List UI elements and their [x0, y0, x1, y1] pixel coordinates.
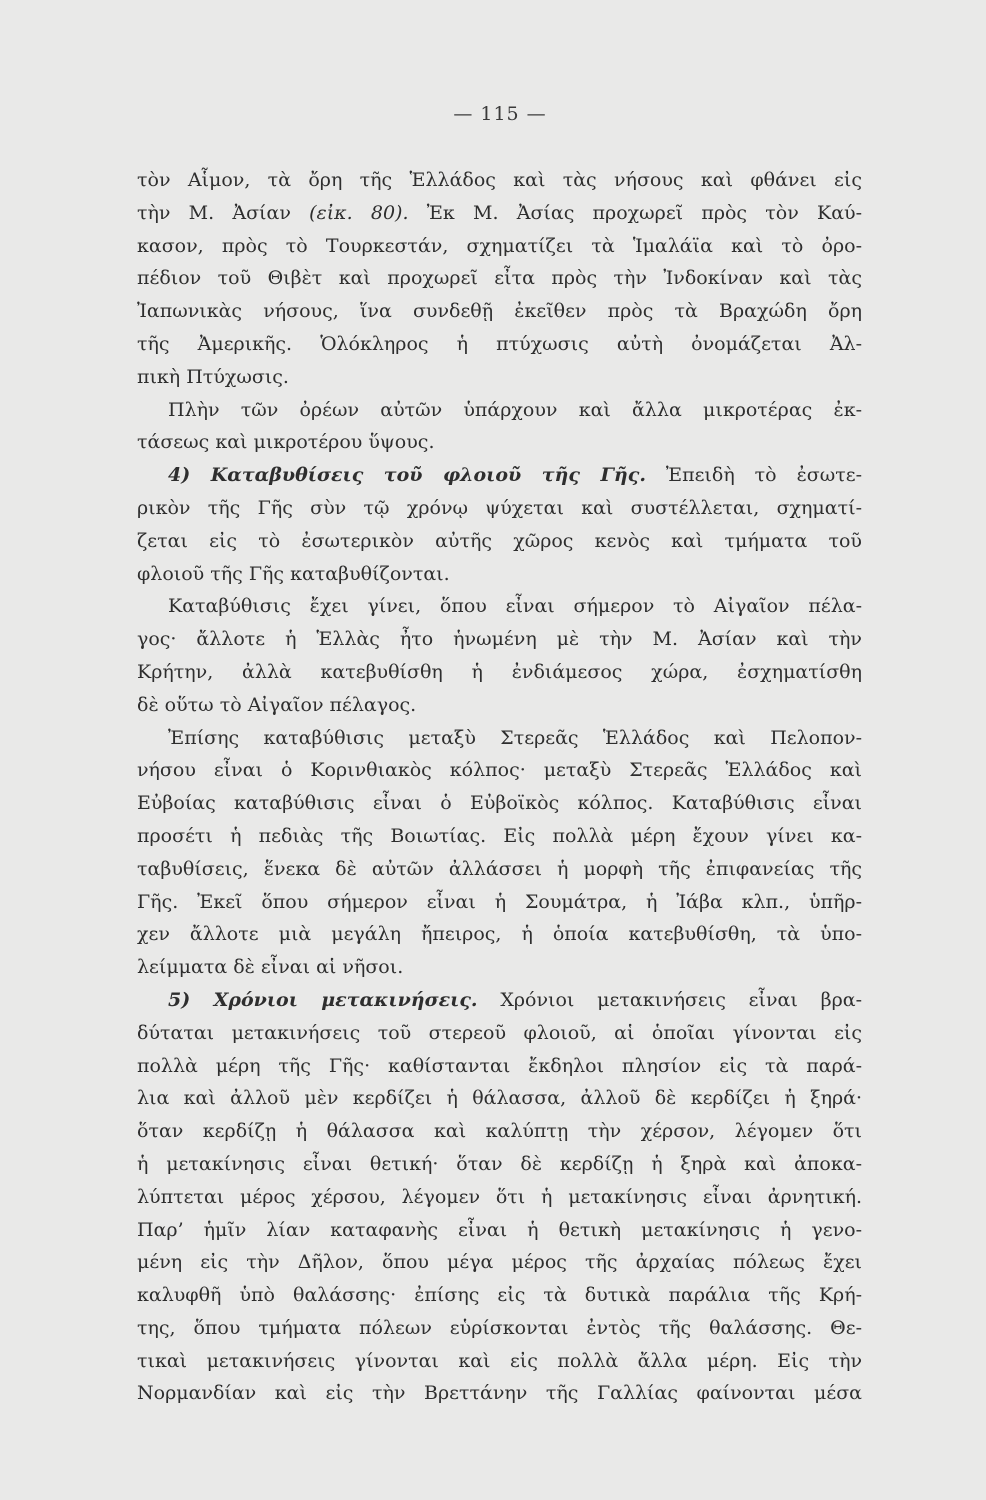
- text-line: Πλὴν τῶν ὀρέων αὐτῶν ὑπάρχουν καὶ ἄλλα μικροτέρας ἐκ-: [168, 398, 862, 421]
- text-line: [137, 197, 862, 230]
- text-line: χεν ἄλλοτε μιὰ μεγάλη ἤπειρος, ἡ ὁποία κατεβυθίσθη, τὰ ὑπο-: [137, 923, 862, 946]
- text-line: καλυφθῆ ὑπὸ θαλάσσης· ἐπίσης εἰς τὰ δυτικὰ παράλια τῆς Κρή-: [137, 1284, 862, 1307]
- text-line: δὲ οὕτω τὸ Αἰγαῖον πέλαγος.: [137, 693, 417, 716]
- text-line: της, ὅπου τμήματα πόλεων εὑρίσκονται ἐντὸς τῆς θαλάσσης. Θε-: [137, 1316, 862, 1339]
- text-line: νήσου εἶναι ὁ Κορινθιακὸς κόλπος· μεταξὺ Στερεᾶς Ἑλλάδος καὶ: [137, 759, 862, 782]
- text-line: φλοιοῦ τῆς Γῆς καταβυθίζονται.: [137, 562, 450, 585]
- text-line: λύπτεται μέρος χέρσου, λέγομεν ὅτι ἡ μετακίνησις εἶναι ἀρνητική.: [137, 1185, 862, 1208]
- body-text: [137, 164, 862, 1410]
- text-line: ταβυθίσεις, ἕνεκα δὲ αὐτῶν ἀλλάσσει ἡ μορφὴ τῆς ἐπιφανείας τῆς: [137, 857, 862, 880]
- text-segment: Ἐπειδὴ τὸ ἐσωτε-: [645, 464, 863, 487]
- page-number: — 115 —: [453, 103, 547, 125]
- text-line: τάσεως καὶ μικροτέρου ὕψους.: [137, 431, 435, 454]
- text-segment: Χρόνιοι μετακινήσεις εἶναι βρα-: [477, 988, 863, 1011]
- text-line: Νορμανδίαν καὶ εἰς τὴν Βρεττάνην τῆς Γαλλίας φαίνονται μέσα: [137, 1382, 862, 1405]
- text-line: [137, 459, 862, 492]
- text-line: ρικὸν τῆς Γῆς σὺν τῷ χρόνῳ ψύχεται καὶ συστέλλεται, σχηματί-: [137, 496, 862, 519]
- text-segment: Ἐκ Μ. Ἀσίας προχωρεῖ πρὸς τὸν Καύ-: [408, 201, 862, 224]
- text-line: τὸν Αἷμον, τὰ ὄρη τῆς Ἑλλάδος καὶ τὰς νήσους καὶ φθάνει εἰς: [137, 169, 862, 191]
- text-line: Καταβύθισις ἔχει γίνει, ὅπου εἶναι σήμερον τὸ Αἰγαῖον πέλα-: [168, 595, 862, 618]
- text-line: ὅταν κερδίζῃ ἡ θάλασσα καὶ καλύπτῃ τὴν χέρσον, λέγομεν ὅτι: [137, 1120, 862, 1143]
- section-heading: 5) Χρόνιοι μετακινήσεις.: [168, 988, 478, 1011]
- text-line: μένη εἰς τὴν Δῆλον, ὅπου μέγα μέρος τῆς ἀρχαίας πόλεως ἔχει: [137, 1251, 862, 1274]
- text-line: Κρήτην, ἀλλὰ κατεβυθίσθη ἡ ἐνδιάμεσος χώρα, ἐσχηματίσθη: [137, 660, 862, 683]
- text-line: ἡ μετακίνησις εἶναι θετική· ὅταν δὲ κερδίζῃ ἡ ξηρὰ καὶ ἀποκα-: [137, 1152, 862, 1175]
- text-line: ζεται εἰς τὸ ἐσωτερικὸν αὐτῆς χῶρος κενὸς καὶ τμήματα τοῦ: [137, 529, 862, 552]
- text-line: λείμματα δὲ εἶναι αἱ νῆσοι.: [137, 956, 404, 979]
- text-line: δύταται μετακινήσεις τοῦ στερεοῦ φλοιοῦ, αἱ ὁποῖαι γίνονται εἰς: [137, 1021, 862, 1044]
- text-line: Ἰαπωνικὰς νήσους, ἵνα συνδεθῇ ἐκεῖθεν πρὸς τὰ Βραχώδη ὄρη: [137, 300, 862, 323]
- text-line: [137, 984, 862, 1017]
- text-line: προσέτι ἡ πεδιὰς τῆς Βοιωτίας. Εἰς πολλὰ μέρη ἔχουν γίνει κα-: [137, 824, 862, 847]
- text-line: κασον, πρὸς τὸ Τουρκεστάν, σχηματίζει τὰ Ἱμαλάϊα καὶ τὸ ὀρο-: [137, 234, 862, 257]
- text-line: πικὴ Πτύχωσις.: [137, 365, 289, 388]
- text-line: Παρ’ ἡμῖν λίαν καταφανὴς εἶναι ἡ θετικὴ μετακίνησις ἡ γενο-: [137, 1218, 862, 1241]
- text-line: Γῆς. Ἐκεῖ ὅπου σήμερον εἶναι ἡ Σουμάτρα, ἡ Ἰάβα κλπ., ὑπῆρ-: [137, 890, 862, 913]
- text-line: Εὐβοίας καταβύθισις εἶναι ὁ Εὐβοϊκὸς κόλπος. Καταβύθισις εἶναι: [137, 792, 862, 815]
- text-line: Ἐπίσης καταβύθισις μεταξὺ Στερεᾶς Ἑλλάδος καὶ Πελοπον-: [168, 726, 862, 749]
- figure-reference: (εἰκ. 80).: [309, 201, 409, 224]
- text-line: πέδιον τοῦ Θιβὲτ καὶ προχωρεῖ εἶτα πρὸς τὴν Ἰνδοκίναν καὶ τὰς: [137, 267, 862, 290]
- text-line: πολλὰ μέρη τῆς Γῆς· καθίστανται ἔκδηλοι πλησίον εἰς τὰ παρά-: [137, 1054, 862, 1077]
- text-line: τῆς Ἀμερικῆς. Ὁλόκληρος ἡ πτύχωσις αὐτὴ ὀνομάζεται Ἀλ-: [137, 332, 862, 355]
- text-segment: τὴν Μ. Ἀσίαν: [137, 201, 310, 224]
- text-line: τικαὶ μετακινήσεις γίνονται καὶ εἰς πολλὰ ἄλλα μέρη. Εἰς τὴν: [137, 1349, 862, 1372]
- text-line: λια καὶ ἀλλοῦ μὲν κερδίζει ἡ θάλασσα, ἀλλοῦ δὲ κερδίζει ἡ ξηρά·: [137, 1087, 862, 1110]
- section-heading: 4) Καταβυθίσεις τοῦ φλοιοῦ τῆς Γῆς.: [168, 464, 646, 487]
- text-line: γος· ἄλλοτε ἡ Ἑλλὰς ἦτο ἡνωμένη μὲ τὴν Μ. Ἀσίαν καὶ τὴν: [137, 628, 862, 651]
